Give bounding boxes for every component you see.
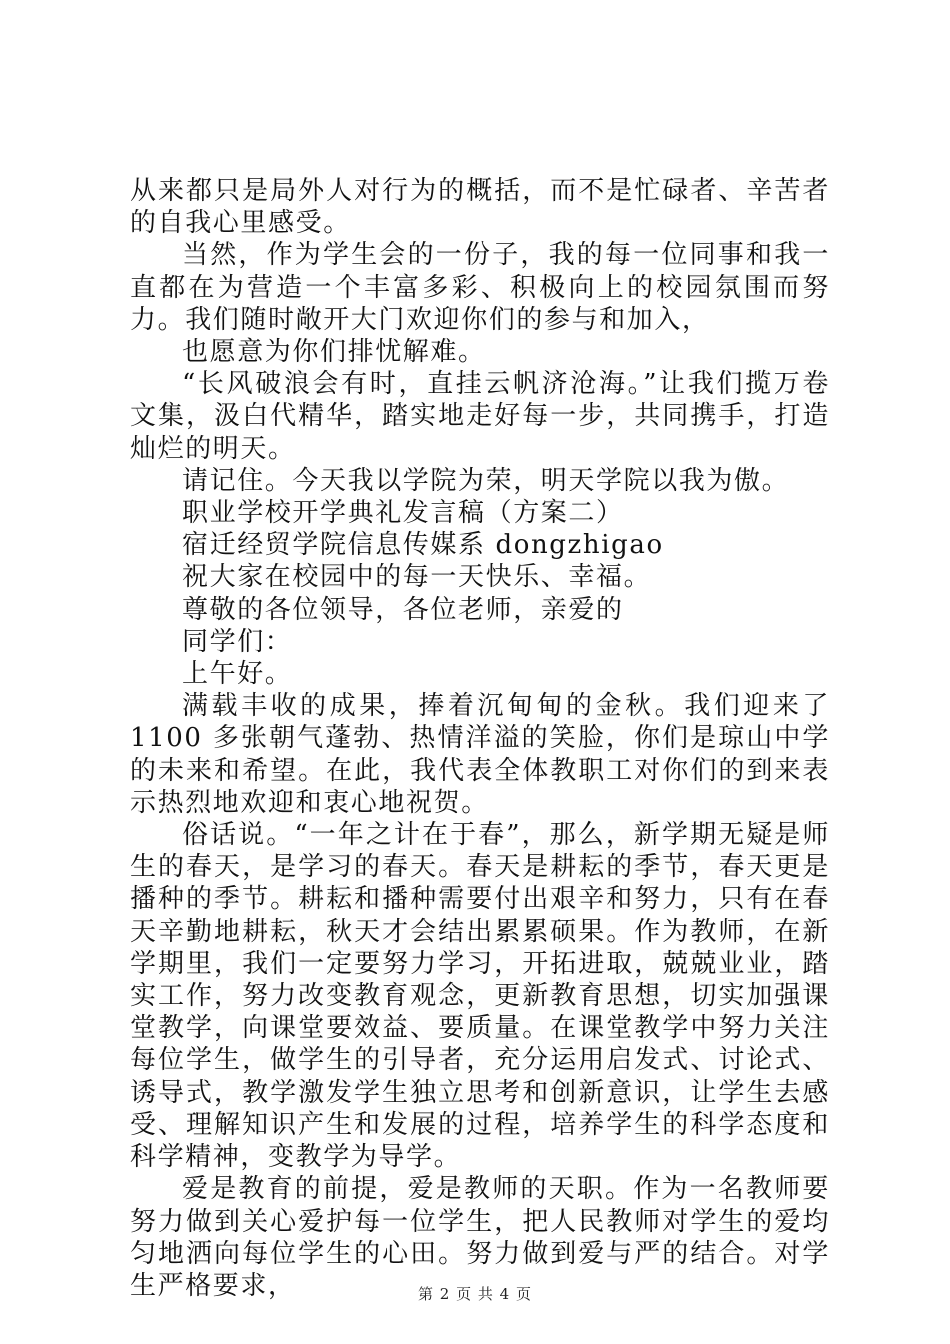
paragraph: 满载丰收的成果，捧着沉甸甸的金秋。我们迎来了 1100 多张朝气蓬勃、热情洋溢的笑脸，你们是琼山中学的未来和希望。在此，我代表全体教职工对你们的到来表示热烈地欢迎和衷心地祝贺。 xyxy=(130,691,830,818)
paragraph: 请记住。今天我以学院为荣，明天学院以我为傲。 xyxy=(182,465,790,496)
document-body xyxy=(130,175,830,1302)
paragraph: 祝大家在校园中的每一天快乐、幸福。 xyxy=(182,562,652,593)
paragraph: “长风破浪会有时，直挂云帆济沧海。”让我们揽万卷文集，汲白代精华，踏实地走好每一步，共同携手，打造灿烂的明天。 xyxy=(130,369,830,464)
paragraph-heading: 职业学校开学典礼发言稿（方案二） xyxy=(182,498,624,529)
paragraph-author: 宿迁经贸学院信息传媒系 dongzhigao xyxy=(182,530,664,561)
page-footer xyxy=(0,1283,950,1304)
page-number-label: 第 2 页 共 4 页 xyxy=(418,1285,532,1303)
paragraph-greeting: 上午好。 xyxy=(182,659,293,690)
paragraph-salutation: 尊敬的各位领导，各位老师，亲爱的 xyxy=(182,594,624,625)
paragraph: 从来都只是局外人对行为的概括，而不是忙碌者、辛苦者的自我心里感受。 xyxy=(130,176,830,239)
paragraph: 当然，作为学生会的一份子，我的每一位同事和我一直都在为营造一个丰富多彩、积极向上的校园氛围而努力。我们随时敞开大门欢迎你们的参与和加入， xyxy=(130,240,830,335)
paragraph: 爱是教育的前提，爱是教师的天职。作为一名教师要努力做到关心爱护每一位学生，把人民教师对学生的爱均匀地洒向每位学生的心田。努力做到爱与严的结合。对学生严格要求， xyxy=(130,1174,830,1301)
paragraph: 俗话说。“一年之计在于春”，那么，新学期无疑是师生的春天，是学习的春天。春天是耕耘的季节，春天更是播种的季节。耕耘和播种需要付出艰辛和努力，只有在春天辛勤地耕耘，秋天才会结出累累硕果。作为教师，在新学期里，我们一定要努力学习，开拓进取，兢兢业业，踏实工作，努力改变教育观念，更新教育思想，切实加强课堂教学，向课堂要效益、要质量。在课堂教学中努力关注每位学生，做学生的引导者，充分运用启发式、讨论式、诱导式，教学激发学生独立思考和创新意识，让学生去感受、理解知识产生和发展的过程，培养学生的科学态度和科学精神，变教学为导学。 xyxy=(130,820,830,1173)
paragraph-salutation: 同学们： xyxy=(182,626,293,657)
paragraph: 也愿意为你们排忧解难。 xyxy=(182,337,486,368)
